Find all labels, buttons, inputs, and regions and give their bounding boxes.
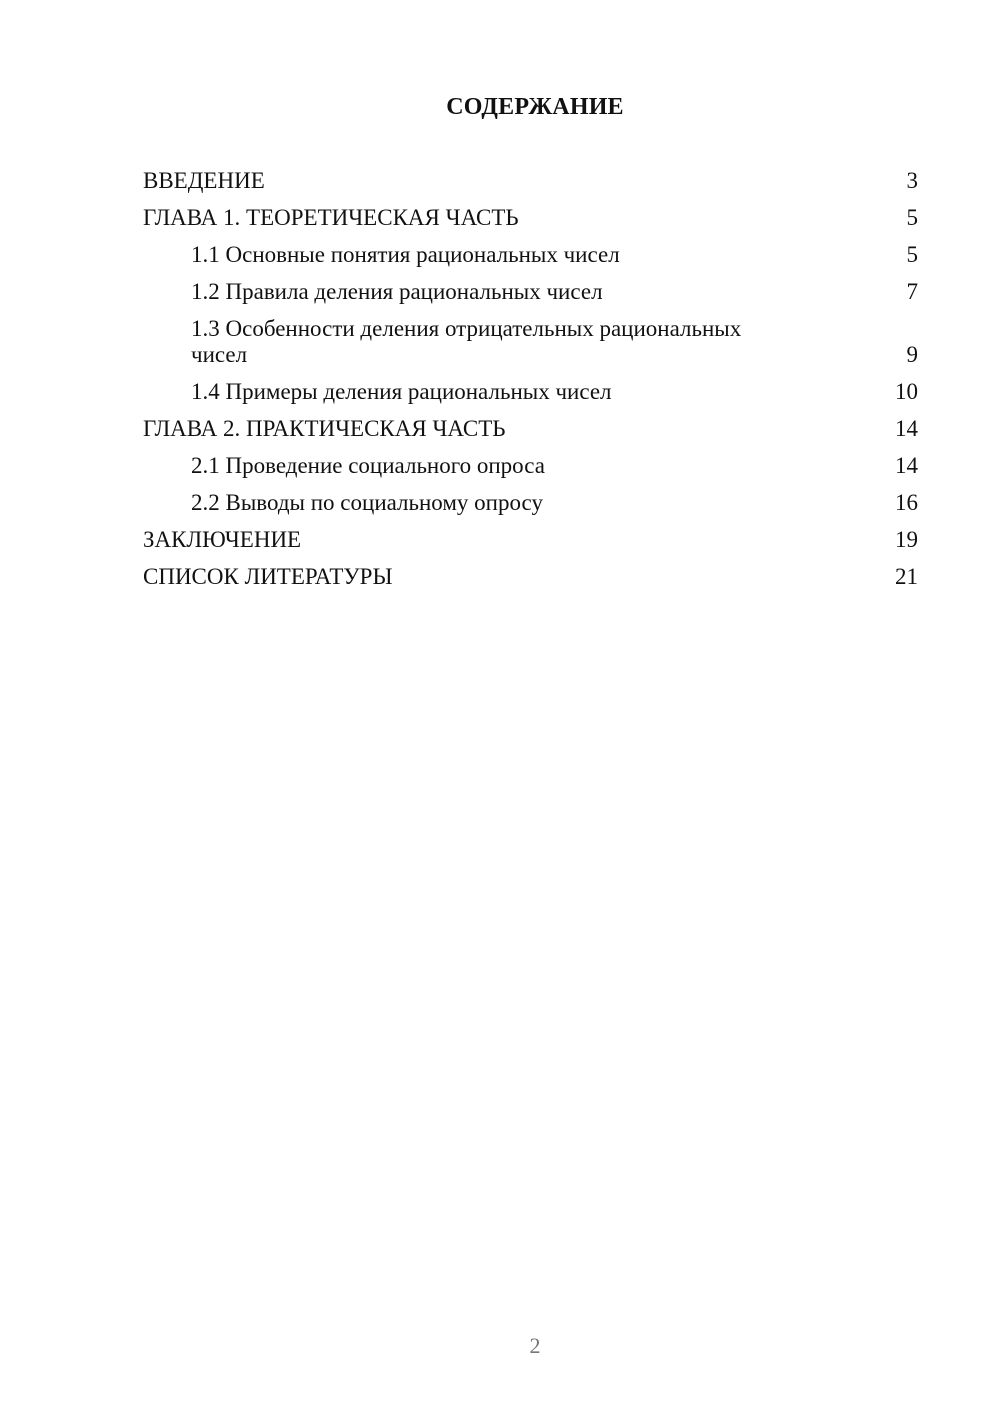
toc-entry-section-1-1 xyxy=(143,242,918,268)
toc-entry-text: ЗАКЛЮЧЕНИЕ xyxy=(143,527,302,552)
toc-entry-page: 21 xyxy=(895,564,918,589)
toc-entry-bibliography xyxy=(143,564,918,590)
toc-entry-section-1-3 xyxy=(143,316,918,368)
toc-entry-page: 19 xyxy=(895,527,918,552)
toc-entry-page: 5 xyxy=(906,205,918,230)
toc-entry-page: 5 xyxy=(906,242,918,267)
toc-title: СОДЕРЖАНИЕ xyxy=(446,94,624,120)
toc-entry-page: 16 xyxy=(895,490,918,515)
toc-entry-text: 2.2 Выводы по социальному опросу xyxy=(191,490,543,515)
toc-entry-section-2-2 xyxy=(143,490,918,516)
toc-entry-text: СПИСОК ЛИТЕРАТУРЫ xyxy=(143,564,393,589)
table-of-contents xyxy=(143,168,918,601)
toc-entry-conclusion xyxy=(143,527,918,553)
toc-entry-section-1-2 xyxy=(143,279,918,305)
toc-entry-text: 1.3 Особенности деления отрицательных рациональных чисел xyxy=(191,316,742,367)
toc-entry-text: 1.2 Правила деления рациональных чисел xyxy=(191,279,603,304)
toc-entry-text: 1.1 Основные понятия рациональных чисел xyxy=(191,242,620,267)
toc-entry-chapter-2 xyxy=(143,416,918,442)
toc-entry-text: ГЛАВА 1. ТЕОРЕТИЧЕСКАЯ ЧАСТЬ xyxy=(143,205,519,230)
toc-entry-page: 10 xyxy=(895,379,918,404)
page-number: 2 xyxy=(529,1333,541,1358)
toc-entry-chapter-1 xyxy=(143,205,918,231)
toc-entry-text: ВВЕДЕНИЕ xyxy=(143,168,265,193)
toc-entry-text: 2.1 Проведение социального опроса xyxy=(191,453,545,478)
toc-entry-introduction xyxy=(143,168,918,194)
toc-entry-section-2-1 xyxy=(143,453,918,479)
toc-entry-page: 7 xyxy=(906,279,918,304)
toc-entry-page: 14 xyxy=(895,416,918,441)
toc-entry-text: 1.4 Примеры деления рациональных чисел xyxy=(191,379,612,404)
toc-entry-page: 3 xyxy=(906,168,918,193)
toc-entry-section-1-4 xyxy=(143,379,918,405)
toc-entry-page: 14 xyxy=(895,453,918,478)
toc-entry-page: 9 xyxy=(906,342,918,367)
toc-entry-text: ГЛАВА 2. ПРАКТИЧЕСКАЯ ЧАСТЬ xyxy=(143,416,506,441)
